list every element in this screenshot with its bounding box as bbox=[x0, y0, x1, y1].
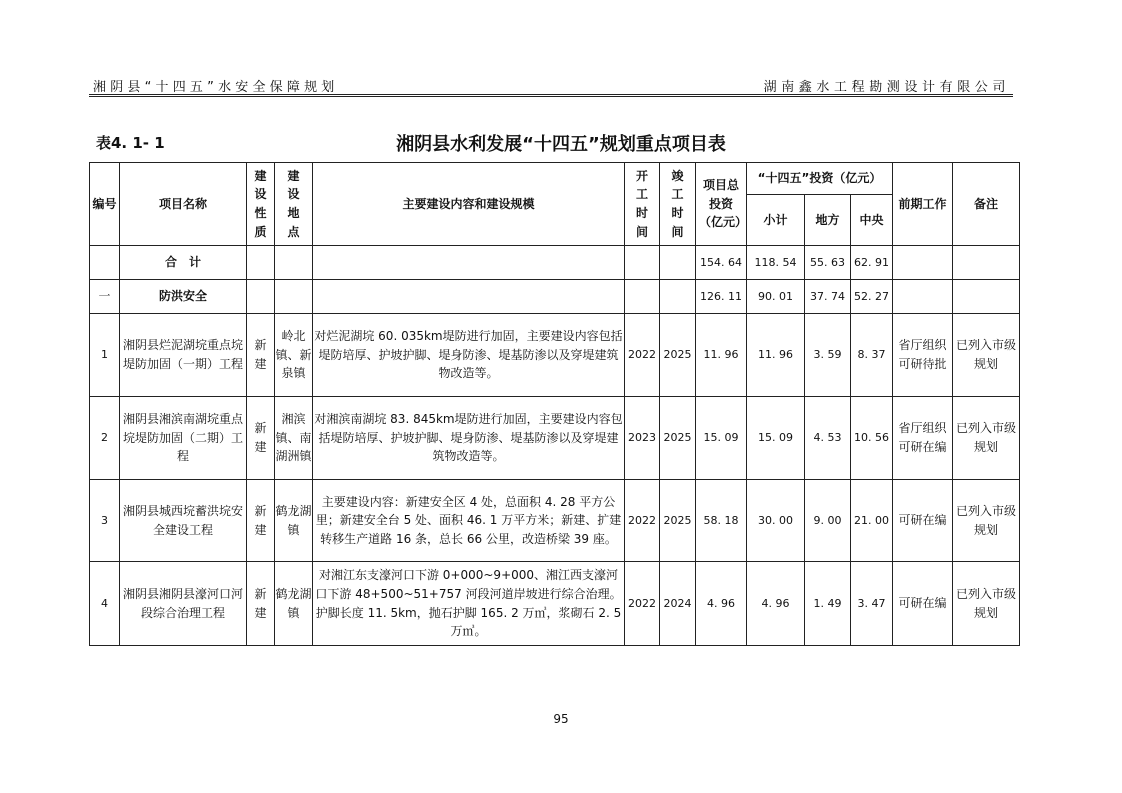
total-id bbox=[90, 246, 120, 280]
row-location: 鹤龙湖镇 bbox=[275, 480, 313, 562]
row-total-investment: 4. 96 bbox=[696, 562, 747, 646]
row-location: 岭北镇、新泉镇 bbox=[275, 314, 313, 397]
section-row bbox=[90, 280, 1020, 314]
project-table bbox=[89, 162, 1020, 646]
row-content: 对湘江东支濠河口下游 0+000~9+000、湘江西支濠河口下游 48+500~51+757 河段河道岸坡进行综合治理。护脚长度 11. 5km，抛石护脚 165. 2 万㎥，浆砌石 2. 5 万㎥。 bbox=[313, 562, 625, 646]
row-content: 对烂泥湖垸 60. 035km堤防进行加固，主要建设内容包括堤防培厚、护坡护脚、堤身防渗、堤基防渗以及穿堤建筑物改造等。 bbox=[313, 314, 625, 397]
total-label: 合 计 bbox=[120, 246, 247, 280]
section-id: 一 bbox=[90, 280, 120, 314]
col-header-total: 项目总投资（亿元） bbox=[696, 163, 747, 246]
row-prep-work: 可研在编 bbox=[893, 562, 953, 646]
section-subtotal: 90. 01 bbox=[747, 280, 805, 314]
col-header-location: 建设地点 bbox=[275, 163, 313, 246]
col-header-prep: 前期工作 bbox=[893, 163, 953, 246]
row-project-name: 湘阴县城西垸蓄洪垸安全建设工程 bbox=[120, 480, 247, 562]
row-project-name: 湘阴县烂泥湖垸重点垸堤防加固（一期）工程 bbox=[120, 314, 247, 397]
row-start-year: 2022 bbox=[625, 480, 660, 562]
row-project-name: 湘阴县湘滨南湖垸重点垸堤防加固（二期）工程 bbox=[120, 397, 247, 480]
row-subtotal: 11. 96 bbox=[747, 314, 805, 397]
col-header-content: 主要建设内容和建设规模 bbox=[313, 163, 625, 246]
table-row bbox=[90, 562, 1020, 646]
total-subtotal: 118. 54 bbox=[747, 246, 805, 280]
row-location: 鹤龙湖镇 bbox=[275, 562, 313, 646]
row-remark: 已列入市级规划 bbox=[953, 480, 1020, 562]
row-start-year: 2023 bbox=[625, 397, 660, 480]
row-central: 21. 00 bbox=[851, 480, 893, 562]
total-row bbox=[90, 246, 1020, 280]
row-nature: 新建 bbox=[247, 314, 275, 397]
row-local: 9. 00 bbox=[805, 480, 851, 562]
row-central: 10. 56 bbox=[851, 397, 893, 480]
row-nature: 新建 bbox=[247, 480, 275, 562]
row-total-investment: 58. 18 bbox=[696, 480, 747, 562]
row-nature: 新建 bbox=[247, 562, 275, 646]
running-header-title: 湘阴县“十四五”水安全保障规划 bbox=[93, 80, 339, 95]
table-title: 湘阴县水利发展“十四五”规划重点项目表 bbox=[396, 134, 726, 155]
row-content: 主要建设内容：新建安全区 4 处，总面积 4. 28 平方公里；新建安全台 5 处、面积 46. 1 万平方米；新建、扩建转移生产道路 16 条，总长 66 公里，改造桥梁 39 座。 bbox=[313, 480, 625, 562]
row-local: 3. 59 bbox=[805, 314, 851, 397]
table-row bbox=[90, 314, 1020, 397]
col-header-central: 中央 bbox=[851, 195, 893, 246]
row-id: 2 bbox=[90, 397, 120, 480]
row-end-year: 2025 bbox=[660, 480, 696, 562]
table-number: 表4. 1- 1 bbox=[96, 134, 165, 152]
row-remark: 已列入市级规划 bbox=[953, 397, 1020, 480]
row-prep-work: 省厅组织可研在编 bbox=[893, 397, 953, 480]
page-number: 95 bbox=[553, 712, 569, 726]
col-header-remark: 备注 bbox=[953, 163, 1020, 246]
row-start-year: 2022 bbox=[625, 562, 660, 646]
row-end-year: 2025 bbox=[660, 314, 696, 397]
row-remark: 已列入市级规划 bbox=[953, 562, 1020, 646]
row-prep-work: 可研在编 bbox=[893, 480, 953, 562]
row-total-investment: 11. 96 bbox=[696, 314, 747, 397]
section-label: 防洪安全 bbox=[120, 280, 247, 314]
section-local: 37. 74 bbox=[805, 280, 851, 314]
row-prep-work: 省厅组织可研待批 bbox=[893, 314, 953, 397]
row-subtotal: 15. 09 bbox=[747, 397, 805, 480]
row-subtotal: 30. 00 bbox=[747, 480, 805, 562]
col-header-id: 编号 bbox=[90, 163, 120, 246]
section-central: 52. 27 bbox=[851, 280, 893, 314]
table-row bbox=[90, 480, 1020, 562]
row-end-year: 2025 bbox=[660, 397, 696, 480]
col-header-nature: 建设性质 bbox=[247, 163, 275, 246]
row-remark: 已列入市级规划 bbox=[953, 314, 1020, 397]
row-id: 1 bbox=[90, 314, 120, 397]
total-central: 62. 91 bbox=[851, 246, 893, 280]
row-local: 1. 49 bbox=[805, 562, 851, 646]
header-divider-secondary bbox=[89, 96, 1013, 97]
row-total-investment: 15. 09 bbox=[696, 397, 747, 480]
row-central: 3. 47 bbox=[851, 562, 893, 646]
section-investment: 126. 11 bbox=[696, 280, 747, 314]
col-header-end: 竣工时间 bbox=[660, 163, 696, 246]
row-start-year: 2022 bbox=[625, 314, 660, 397]
header-divider bbox=[89, 94, 1013, 95]
row-end-year: 2024 bbox=[660, 562, 696, 646]
row-central: 8. 37 bbox=[851, 314, 893, 397]
table-row bbox=[90, 397, 1020, 480]
row-nature: 新建 bbox=[247, 397, 275, 480]
row-local: 4. 53 bbox=[805, 397, 851, 480]
col-header-invest-group: “十四五”投资（亿元） bbox=[747, 163, 893, 195]
row-project-name: 湘阴县湘阴县濠河口河段综合治理工程 bbox=[120, 562, 247, 646]
total-local: 55. 63 bbox=[805, 246, 851, 280]
row-content: 对湘滨南湖垸 83. 845km堤防进行加固，主要建设内容包括堤防培厚、护坡护脚、堤身防渗、堤基防渗以及穿堤建筑物改造等。 bbox=[313, 397, 625, 480]
running-header-company: 湖南鑫水工程勘测设计有限公司 bbox=[763, 80, 1010, 95]
col-header-subtotal: 小计 bbox=[747, 195, 805, 246]
row-id: 3 bbox=[90, 480, 120, 562]
col-header-local: 地方 bbox=[805, 195, 851, 246]
row-id: 4 bbox=[90, 562, 120, 646]
total-investment: 154. 64 bbox=[696, 246, 747, 280]
col-header-name: 项目名称 bbox=[120, 163, 247, 246]
col-header-start: 开工时间 bbox=[625, 163, 660, 246]
row-location: 湘滨镇、南湖洲镇 bbox=[275, 397, 313, 480]
row-subtotal: 4. 96 bbox=[747, 562, 805, 646]
table-header-row-1 bbox=[90, 163, 1020, 195]
